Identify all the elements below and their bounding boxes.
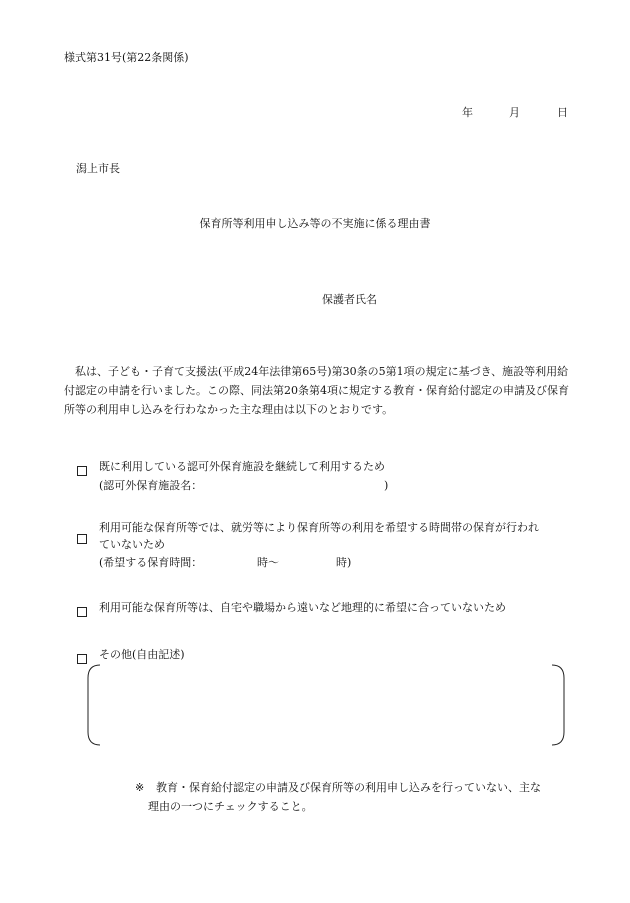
option-2-hours-to: 時) [336,556,352,569]
guardian-name-label: 保護者氏名 [322,293,377,306]
checkbox-option-2[interactable] [77,534,87,544]
date-year-label: 年 [462,106,473,119]
date-month-label: 月 [509,106,520,119]
option-1-facility-label: (認可外保育施設名： [99,479,203,492]
option-3-text: 利用可能な保育所等は、自宅や職場から遠いなど地理的に希望に合っていないため [99,601,506,614]
form-number: 様式第31号(第22条関係) [64,51,189,64]
option-2-text-line2: ていないため [99,538,165,551]
option-2-text-line1: 利用可能な保育所等では、就労等により保育所等の利用を希望する時間帯の保育が行われ [99,521,539,534]
date-day-label: 日 [557,106,568,119]
note-text-line2: 理由の一つにチェックすること。 [148,800,313,813]
checkbox-option-4[interactable] [77,654,87,664]
checkbox-option-3[interactable] [77,607,87,617]
note-mark: ※ [135,781,145,794]
document-title: 保育所等利用申し込み等の不実施に係る理由書 [199,217,431,230]
option-1-facility-close: ) [384,479,389,492]
addressee: 潟上市長 [76,162,120,175]
checkbox-option-1[interactable] [77,466,87,476]
body-paragraph: 私は、子ども・子育て支援法(平成24年法律第65号)第30条の5第1項の規定に基づき、施設等利用給付認定の申請を行いました。この際、同法第20条第4項に規定する教育・保育給付認定の申請及び保育所等の利用申し込みを行わなかった主な理由は以下のとおりです。 [64,365,569,416]
free-description-area[interactable] [86,664,566,746]
note-text-line1: 教育・保育給付認定の申請及び保育所等の利用申し込みを行っていない、主な [156,781,541,794]
option-4-text: その他(自由記述) [99,648,185,661]
option-1-text: 既に利用している認可外保育施設を継続して利用するため [99,460,385,473]
option-2-hours-from: 時～ [257,556,279,569]
option-2-hours-label: (希望する保育時間： [99,556,203,569]
